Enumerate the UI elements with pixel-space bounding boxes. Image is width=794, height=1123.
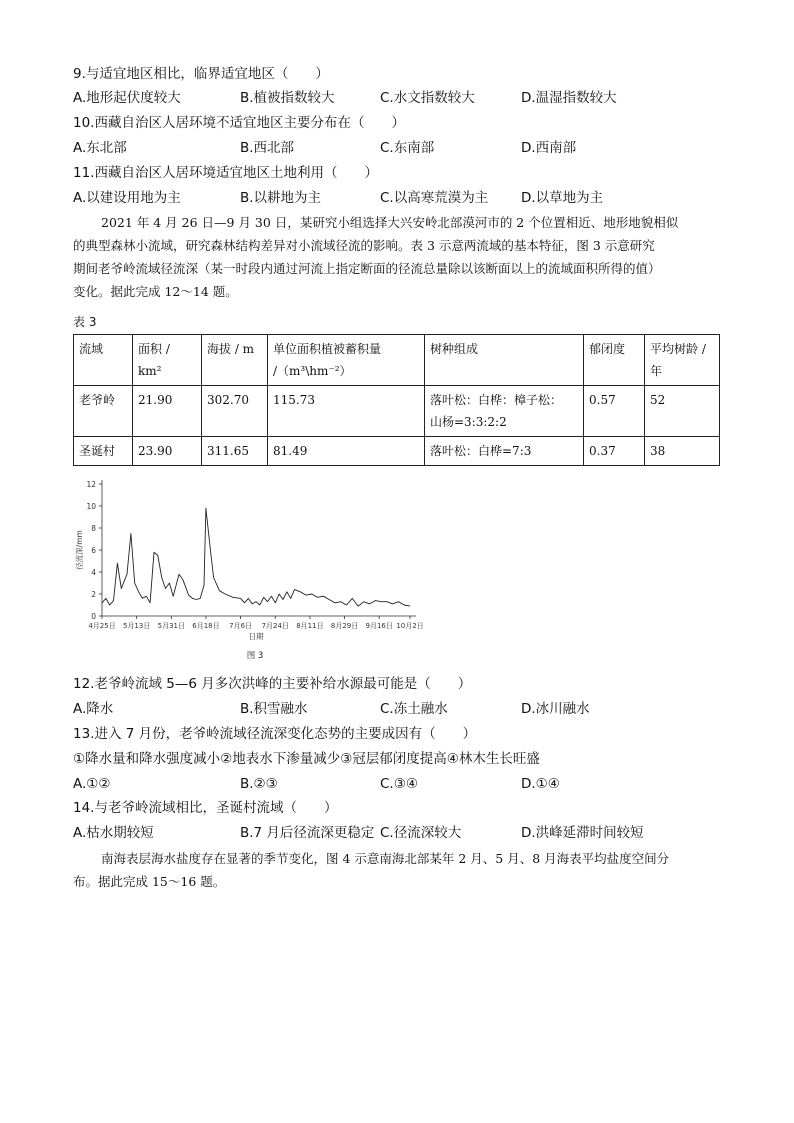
table-row [74,437,720,466]
question-11-stem: 11.西藏自治区人居环境适宜地区土地利用（ ） [73,165,378,181]
intro-line-1: 2021 年 4 月 26 日—9 月 30 日，某研究小组选择大兴安岭北部漠河市的 2 个位置相近、地形地貌相似 [101,215,679,230]
option-b[interactable]: B.植被指数较大 [240,90,335,106]
intro-line-2: 的典型森林小流域，研究森林结构差异对小流域径流的影响。表 3 示意两流域的基本特征，图 3 示意研究 [73,238,655,253]
intro-line-2: 布。据此完成 15～16 题。 [73,874,226,889]
x-axis-label: 日期 [248,632,264,641]
header-cell: 郁闭度 [584,335,645,386]
table-cell: 115.73 [268,386,425,437]
intro-line-3: 期间老爷岭流域径流深（某一时段内通过河流上指定断面的径流总量除以该断面以上的流域面积所得的值） [73,261,661,276]
option-d[interactable]: D.以草地为主 [521,190,604,206]
intro-paragraph-15-16 [73,847,729,893]
table-caption: 表 3 [73,315,97,329]
y-tick-label: 10 [86,502,96,511]
table-cell: 38 [645,437,720,466]
question-11-options [73,188,733,208]
x-tick-label: 9月16日 [365,622,393,630]
table-cell: 23.90 [133,437,202,466]
question-12-options [73,699,733,719]
question-14-options [73,823,733,843]
option-a[interactable]: A.以建设用地为主 [73,190,181,206]
option-b[interactable]: B.西北部 [240,140,295,156]
question-13-stem: 13.进入 7 月份，老爷岭流域径流深变化态势的主要成因有（ ） [73,726,477,742]
option-c[interactable]: C.东南部 [380,140,435,156]
intro-line-4: 变化。据此完成 12～14 题。 [73,284,238,299]
question-14-stem: 14.与老爷岭流域相比，圣诞村流域（ ） [73,800,338,816]
option-a[interactable]: A.地形起伏度较大 [73,90,181,106]
option-a[interactable]: A.枯水期较短 [73,825,154,841]
x-tick-label: 7月24日 [261,622,289,630]
option-d[interactable]: D.冰川融水 [521,701,590,717]
header-cell: 单位面积植被蓄积量 /（m³\hm⁻²） [268,335,425,386]
intro-paragraph-12-14 [73,211,729,303]
option-b[interactable]: B.7 月后径流深更稳定 [240,825,375,841]
header-cell: 面积 / km² [133,335,202,386]
option-c[interactable]: C.冻土融水 [380,701,448,717]
table-3 [73,334,720,466]
table-cell: 81.49 [268,437,425,466]
question-9-options [73,88,733,108]
option-d[interactable]: D.①④ [521,776,560,792]
x-tick-label: 7月6日 [229,622,253,630]
table-cell: 落叶松：白桦：樟子松： 山杨=3:3:2:2 [425,386,584,437]
table-row [74,386,720,437]
option-c[interactable]: C.水文指数较大 [380,90,475,106]
question-12-stem: 12.老爷岭流域 5—6 月多次洪峰的主要补给水源最可能是（ ） [73,676,472,692]
runoff-series-line [102,508,410,606]
question-10-stem: 10.西藏自治区人居环境不适宜地区主要分布在（ ） [73,115,405,131]
header-cell: 平均树龄 / 年 [645,335,720,386]
y-axis-label: 径流深/mm [75,530,84,570]
option-b[interactable]: B.②③ [240,776,278,792]
option-c[interactable]: C.③④ [380,776,418,792]
option-d[interactable]: D.西南部 [521,140,577,156]
header-cell: 树种组成 [425,335,584,386]
question-13-options [73,774,733,794]
table-header-row [74,335,720,386]
option-a[interactable]: A.东北部 [73,140,127,156]
intro-line-1: 南海表层海水盐度存在显著的季节变化，图 4 示意南海北部某年 2 月、5 月、8 月海表平均盐度空间分 [101,851,670,866]
x-tick-label: 10月2日 [396,622,424,630]
question-9-stem: 9.与适宜地区相比，临界适宜地区（ ） [73,66,329,82]
table-cell: 302.70 [202,386,268,437]
x-tick-label: 8月11日 [296,622,324,630]
question-13-items: ①降水量和降水强度减小②地表水下渗量减少③冠层郁闭度提高④林木生长旺盛 [73,751,540,767]
question-10-options [73,138,733,158]
y-tick-label: 8 [91,524,96,533]
y-tick-label: 2 [91,590,96,599]
x-tick-label: 5月31日 [157,622,185,630]
option-a[interactable]: A.①② [73,776,111,792]
figure-caption: 图 3 [246,651,264,661]
table-cell: 21.90 [133,386,202,437]
y-tick-label: 12 [86,480,96,489]
option-b[interactable]: B.以耕地为主 [240,190,322,206]
table-cell: 0.57 [584,386,645,437]
figure-3-runoff-chart [70,474,440,664]
y-tick-label: 0 [91,612,96,621]
header-cell: 海拔 / m [202,335,268,386]
option-a[interactable]: A.降水 [73,701,114,717]
y-tick-label: 6 [91,546,96,555]
option-b[interactable]: B.积雪融水 [240,701,308,717]
x-tick-label: 4月25日 [88,622,116,630]
option-d[interactable]: D.洪峰延滞时间较短 [521,825,644,841]
table-cell: 0.37 [584,437,645,466]
y-tick-label: 4 [91,568,96,577]
header-cell: 流域 [74,335,133,386]
table-cell: 圣诞村 [74,437,133,466]
table-cell: 老爷岭 [74,386,133,437]
option-c[interactable]: C.以高寒荒漠为主 [380,190,489,206]
x-tick-label: 8月29日 [330,622,359,630]
x-tick-label: 5月13日 [122,622,151,630]
option-c[interactable]: C.径流深较大 [380,825,462,841]
option-d[interactable]: D.温湿指数较大 [521,90,617,106]
table-cell: 52 [645,386,720,437]
x-tick-label: 6月18日 [192,622,220,630]
table-cell: 311.65 [202,437,268,466]
table-cell: 落叶松：白桦=7:3 [425,437,584,466]
